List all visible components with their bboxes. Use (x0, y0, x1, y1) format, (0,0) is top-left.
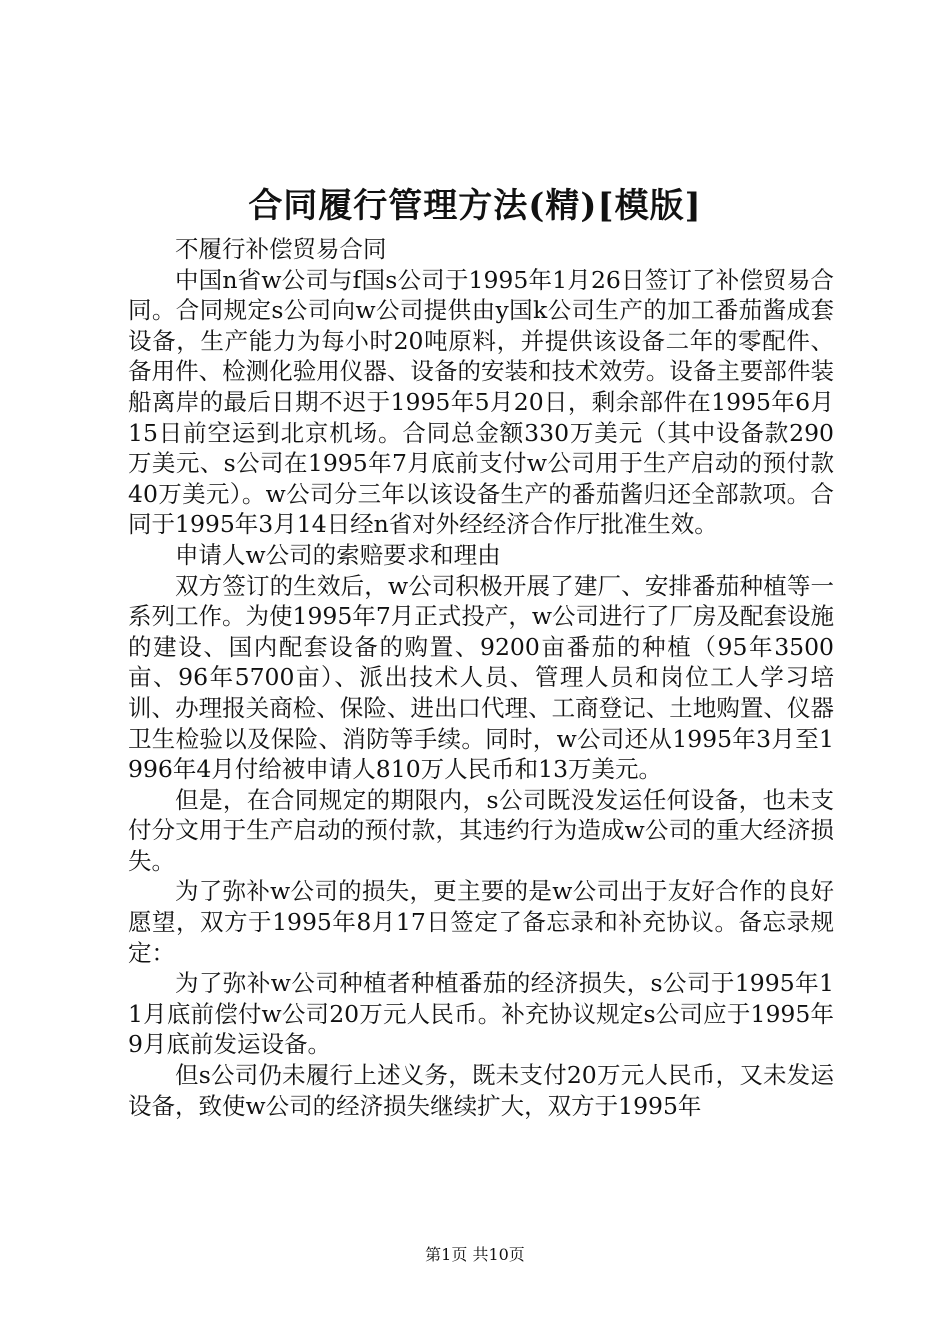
document-body (128, 234, 834, 1121)
paragraph: 双方签订的生效后，w公司积极开展了建厂、安排番茄种植等一系列工作。为使1995年7月正式投产，w公司进行了厂房及配套设施的建设、国内配套设备的购置、9200亩番茄的种植（95年3500亩、96年5700亩）、派出技术人员、管理人员和岗位工人学习培训、办理报关商检、保险、进出口代理、工商登记、土地购置、仪器卫生检验以及保险、消防等手续。同时，w公司还从1995年3月至1996年4月付给被申请人810万人民币和13万美元。 (128, 571, 834, 784)
document-title: 合同履行管理方法(精)[模版] (248, 186, 702, 226)
paragraph-heading-2: 申请人w公司的索赔要求和理由 (175, 540, 501, 569)
page-footer: 第1页 共10页 (425, 1245, 525, 1264)
paragraph: 中国n省w公司与f国s公司于1995年1月26日签订了补偿贸易合同。合同规定s公司向w公司提供由y国k公司生产的加工番茄酱成套设备，生产能力为每小时20吨原料，并提供该设备二年的零配件、备用件、检测化验用仪器、设备的安装和技术效劳。设备主要部件装船离岸的最后日期不迟于1995年5月20日，剩余部件在1995年6月15日前空运到北京机场。合同总金额330万美元（其中设备款290万美元、s公司在1995年7月底前支付w公司用于生产启动的预付款40万美元）。w公司分三年以该设备生产的番茄酱归还全部款项。合同于1995年3月14日经n省对外经经济合作厅批准生效。 (128, 265, 834, 539)
paragraph: 为了弥补w公司种植者种植番茄的经济损失，s公司于1995年11月底前偿付w公司20万元人民币。补充协议规定s公司应于1995年9月底前发运设备。 (128, 969, 834, 1059)
paragraph-heading-1: 不履行补偿贸易合同 (175, 235, 387, 263)
paragraph: 但是，在合同规定的期限内，s公司既没发运任何设备，也未支付分文用于生产启动的预付款，其违约行为造成w公司的重大经济损失。 (128, 785, 834, 875)
paragraph: 但s公司仍未履行上述义务，既未支付20万元人民币，又未发运设备，致使w公司的经济损失继续扩大，双方于1995年 (128, 1061, 834, 1120)
paragraph: 为了弥补w公司的损失，更主要的是w公司出于友好合作的良好愿望，双方于1995年8月17日签定了备忘录和补充协议。备忘录规定： (128, 877, 834, 967)
